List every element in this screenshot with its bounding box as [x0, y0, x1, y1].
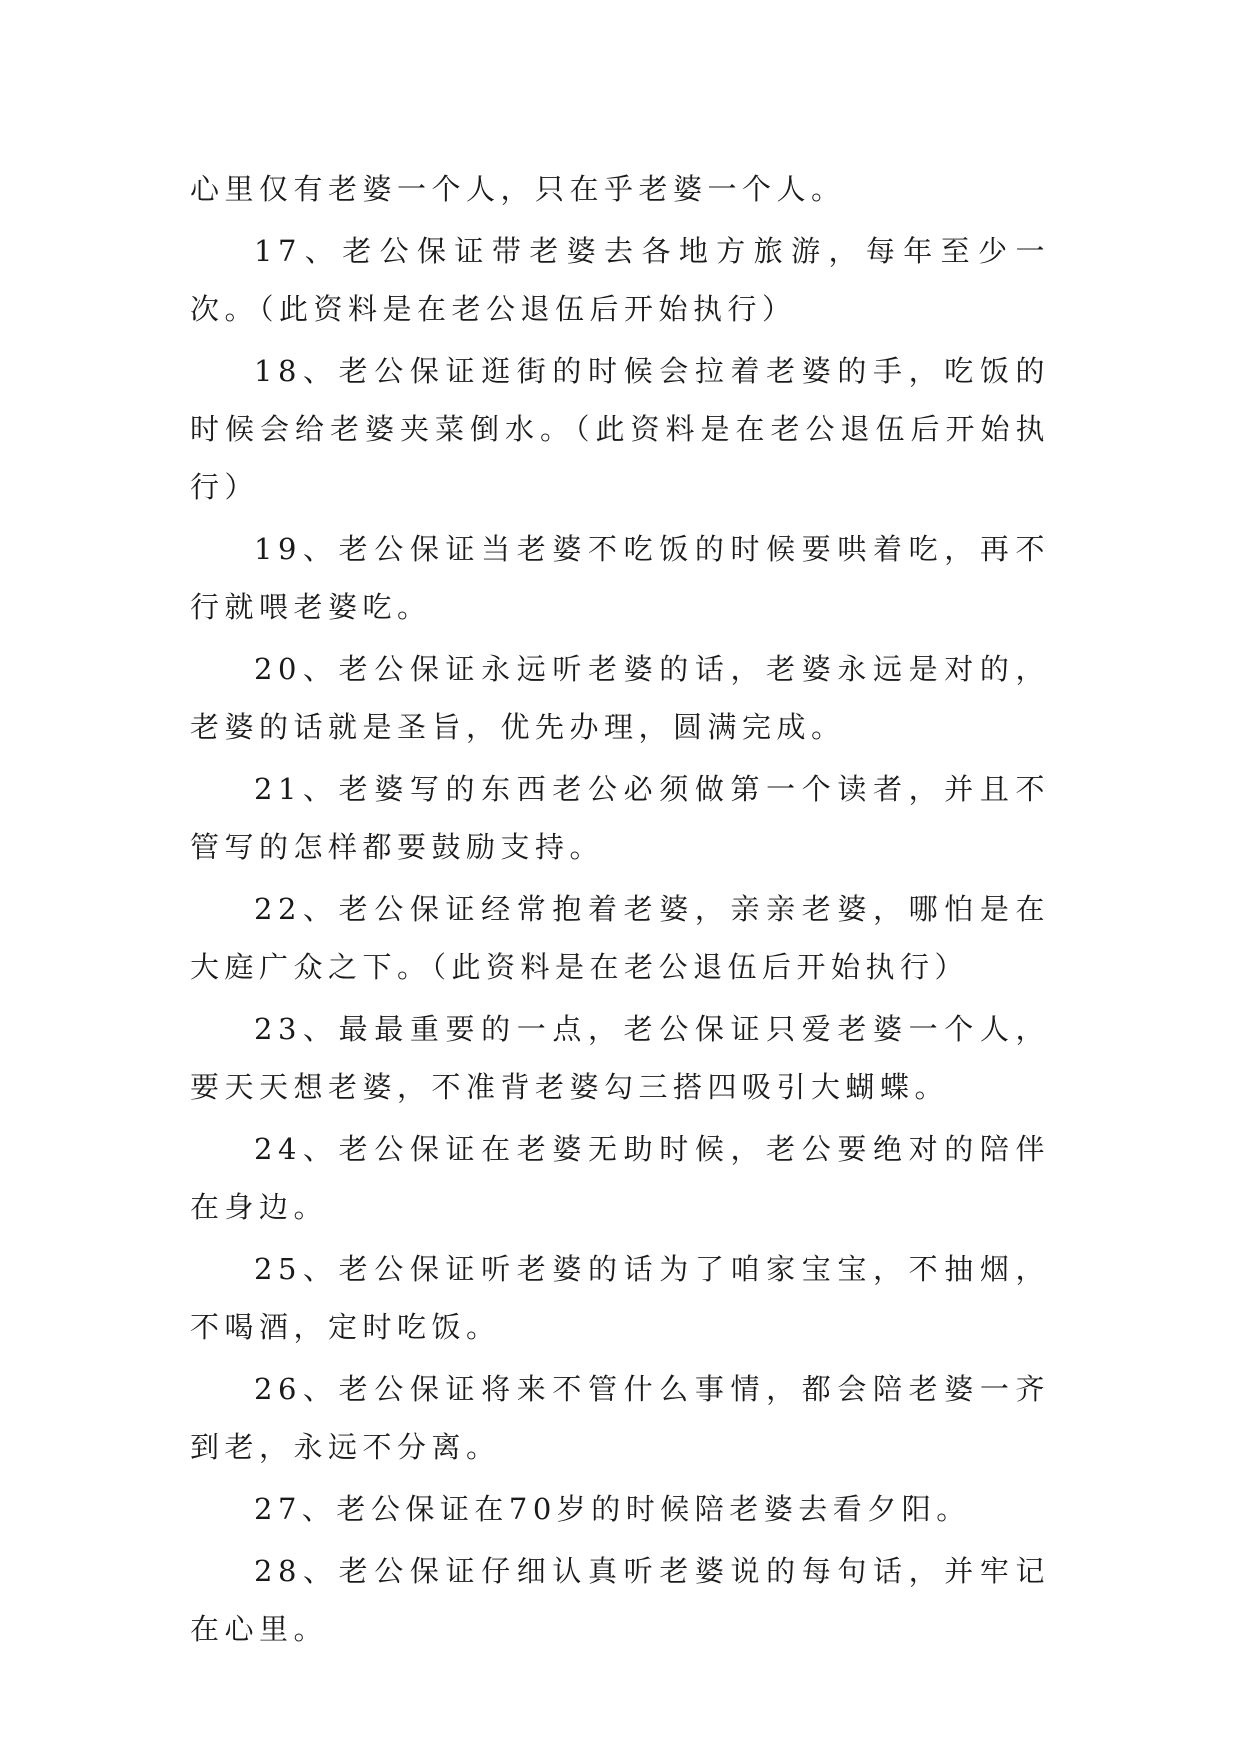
document-body	[190, 160, 1050, 1662]
paragraph-item-24: 24、老公保证在老婆无助时候，老公要绝对的陪伴在身边。	[190, 1132, 1050, 1224]
paragraph-item-28: 28、老公保证仔细认真听老婆说的每句话，并牢记在心里。	[190, 1554, 1050, 1646]
paragraph-item-19: 19、老公保证当老婆不吃饭的时候要哄着吃，再不行就喂老婆吃。	[190, 532, 1050, 624]
paragraph-item-22: 22、老公保证经常抱着老婆，亲亲老婆，哪怕是在大庭广众之下。（此资料是在老公退伍后开始执行）	[190, 892, 1050, 984]
paragraph-item-26: 26、老公保证将来不管什么事情，都会陪老婆一齐到老，永远不分离。	[190, 1372, 1050, 1464]
paragraph-item-21: 21、老婆写的东西老公必须做第一个读者，并且不管写的怎样都要鼓励支持。	[190, 772, 1050, 864]
paragraph-item-27: 27、老公保证在70岁的时候陪老婆去看夕阳。	[254, 1492, 971, 1526]
paragraph-item-17: 17、老公保证带老婆去各地方旅游，每年至少一次。（此资料是在老公退伍后开始执行）	[190, 234, 1050, 326]
paragraph-item-20: 20、老公保证永远听老婆的话，老婆永远是对的，老婆的话就是圣旨，优先办理，圆满完成。	[190, 652, 1050, 744]
paragraph-item-23: 23、最最重要的一点，老公保证只爱老婆一个人，要天天想老婆，不准背老婆勾三搭四吸引大蝴蝶。	[190, 1012, 1050, 1104]
paragraph-continuation: 心里仅有老婆一个人，只在乎老婆一个人。	[190, 172, 846, 206]
paragraph-item-25: 25、老公保证听老婆的话为了咱家宝宝，不抽烟，不喝酒，定时吃饭。	[190, 1252, 1050, 1344]
paragraph-item-18: 18、老公保证逛街的时候会拉着老婆的手，吃饭的时候会给老婆夹菜倒水。（此资料是在老公退伍后开始执行）	[190, 354, 1050, 504]
